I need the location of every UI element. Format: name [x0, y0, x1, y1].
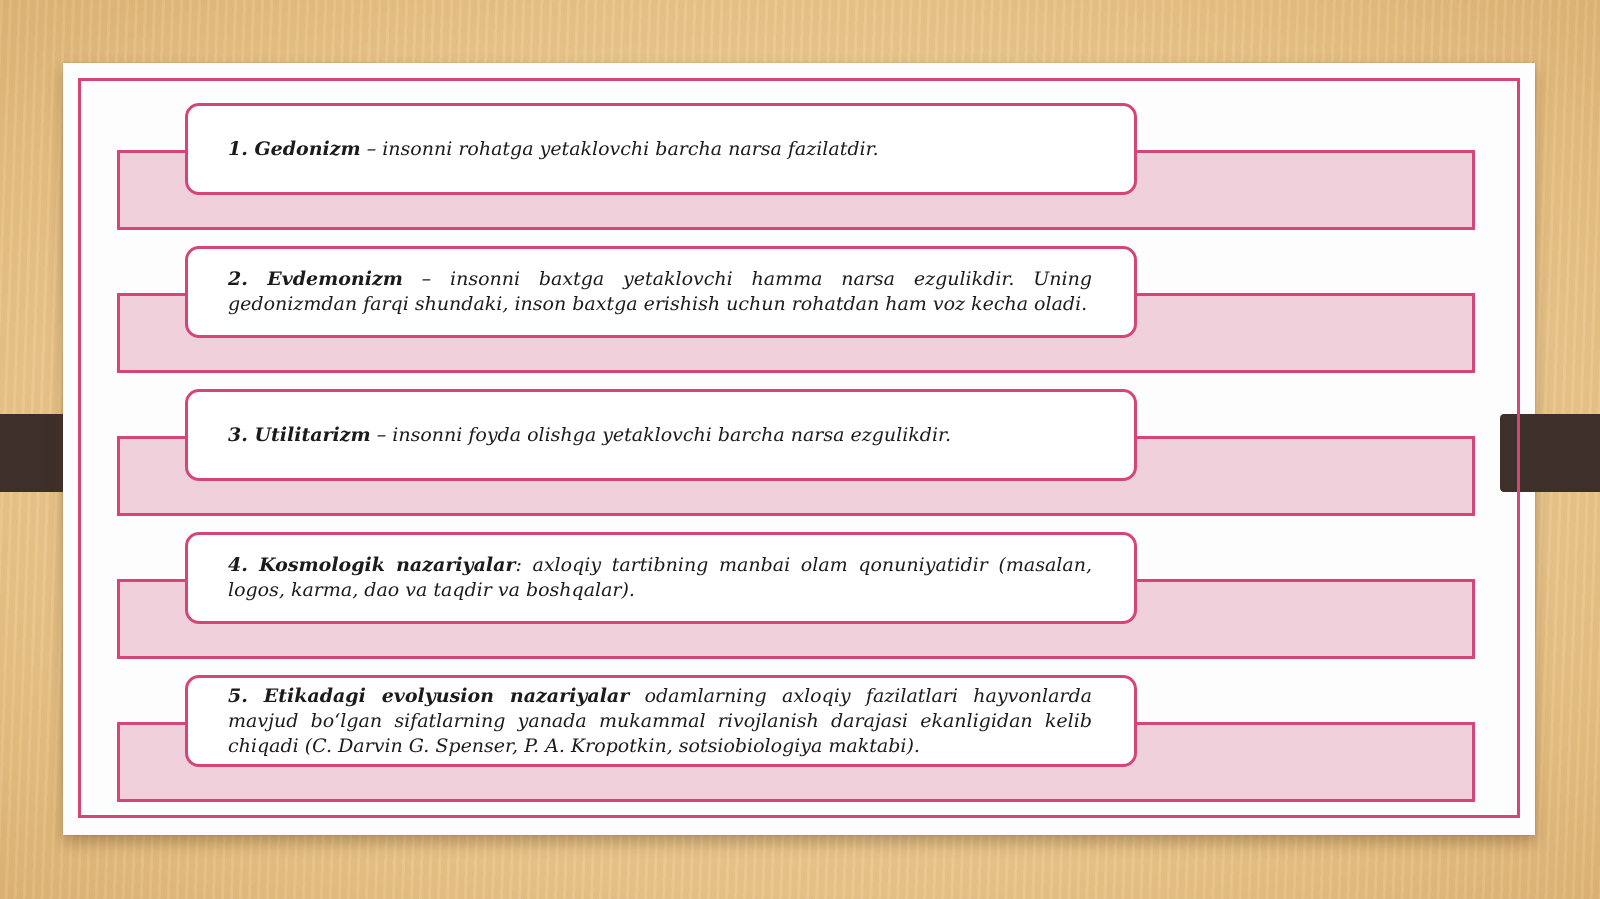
item-description: odamlarning axloqiy fazilatlari hayvonlarda mavjud bo‘lgan sifatlarning yanada mukammal rivojlanish darajasi ekanligidan kelib chiqadi (C. Darvin G. Spenser, P. A. Kropotkin, sotsiobiologiya maktabi). — [228, 684, 1092, 757]
item-text — [228, 423, 1092, 448]
item-text — [228, 137, 1092, 162]
item-description: – insonni rohatga yetaklovchi barcha narsa fazilatdir. — [360, 137, 879, 160]
item-card-utilitarizm — [185, 389, 1137, 481]
item-term: 4. Kosmologik nazariyalar — [228, 554, 516, 576]
item-term: 5. Etikadagi evolyusion nazariyalar — [228, 684, 630, 707]
item-text — [228, 553, 1092, 603]
item-term: 2. Evdemonizm — [228, 268, 403, 290]
item-card-gedonizm — [185, 103, 1137, 195]
item-term: 3. Utilitarizm — [228, 423, 371, 446]
item-card-kosmologik — [185, 532, 1137, 624]
item-card-evolyusion — [185, 675, 1137, 767]
item-text — [228, 684, 1092, 759]
item-text — [228, 267, 1092, 317]
item-description: : axloqiy tartibning manbai olam qonuniyatidir (masalan, logos, karma, dao va taqdir va boshqalar). — [228, 554, 1092, 601]
item-term: 1. Gedonizm — [228, 137, 361, 160]
item-card-evdemonizm — [185, 246, 1137, 338]
item-description: – insonni baxtga yetaklovchi hamma narsa ezgulikdir. Uning gedonizmdan farqi shundaki, inson baxtga erishish uchun rohatdan ham voz kecha oladi. — [228, 268, 1092, 315]
item-description: – insonni foyda olishga yetaklovchi barcha narsa ezgulikdir. — [370, 423, 952, 446]
